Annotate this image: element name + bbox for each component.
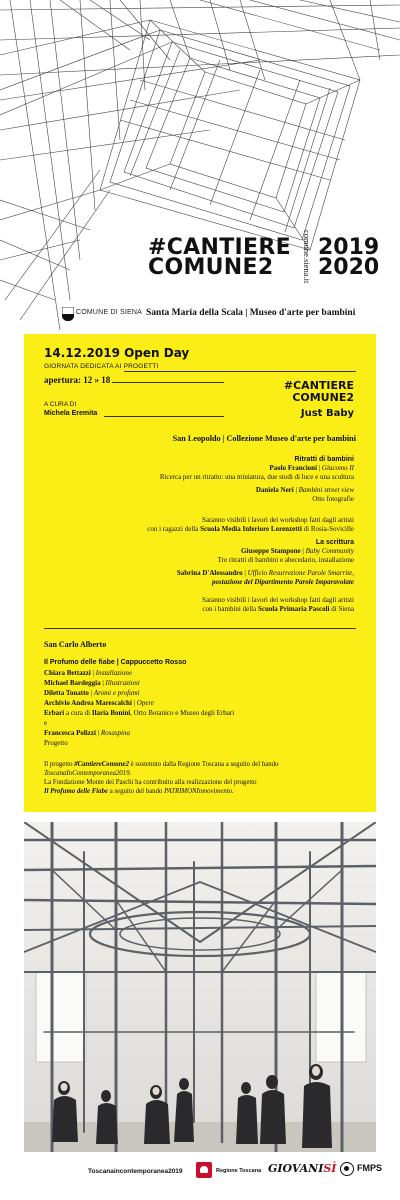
- fmps-logo: [340, 1160, 388, 1184]
- workshop-note: con i bambini della Scuola Primaria Pascoli di Siena: [202, 605, 354, 614]
- curator-name: Michela Eremita: [44, 410, 98, 417]
- open-day-date: 14.12.2019 Open Day: [44, 346, 190, 360]
- event-subtitle: GIORNATA DEDICATA AI PROGETTI: [44, 363, 159, 370]
- museum-label: Santa Maria della Scala | Museo d'arte per bambini: [146, 308, 356, 318]
- scaffold-installation-image: [24, 822, 376, 1152]
- artist-entry: Paolo Francioni | Giacomo II: [269, 464, 354, 473]
- comune-siena-shield-icon: [62, 307, 74, 321]
- toscana-contemporanea-logo: Toscanaincontemporanea2019: [88, 1168, 183, 1175]
- list-item: e: [44, 719, 48, 727]
- section-ritratti: [24, 455, 354, 534]
- list-item: Diletta Tonatto | Aromi e profumi: [44, 689, 140, 697]
- regione-toscana-label: Regione Toscana: [216, 1168, 262, 1174]
- divider: [124, 371, 356, 372]
- panel-title-line1: #CANTIERE: [283, 379, 354, 392]
- artist-description: Ricerca per un ritratto: una miniatura, due studi di luce e una scultura: [159, 473, 354, 482]
- list-item: Progetto: [44, 739, 68, 747]
- artist-entry: Sabrina D'Alessandro | Ufficio Resurrezione Parole Smarrite,: [176, 568, 354, 577]
- section-scrittura: [24, 538, 354, 614]
- url-vertical: [302, 230, 312, 288]
- panel-title: [224, 380, 354, 404]
- list-item: Francesca Polizzi | Rosaspina: [44, 729, 130, 737]
- year-line2: 2020: [318, 255, 380, 280]
- workshop-note: con i ragazzi della Scuola Media Inferiore Lorenzetti di Rosia-Sovicille: [147, 525, 354, 534]
- url-text: comune.siena.it: [302, 230, 312, 284]
- main-title-line2: COMUNE2: [148, 255, 274, 280]
- poster-header: [0, 0, 400, 330]
- list-item: Erbari a cura di Ilaria Bonini, Orto Botanico e Museo degli Erbari: [44, 709, 235, 717]
- panel-title-line2: COMUNE2: [292, 391, 354, 404]
- year-line1: 2019: [318, 235, 380, 260]
- main-title-line1: #CANTIERE: [148, 235, 291, 260]
- divider: [104, 416, 224, 417]
- profumo-fiabe-list: [44, 658, 354, 748]
- sponsor-footer: [0, 1158, 400, 1200]
- main-title: [148, 235, 291, 280]
- years-title: [318, 235, 380, 280]
- fmps-seal-icon: [340, 1162, 354, 1176]
- scaffold-wireframe-illustration: [0, 0, 400, 330]
- info-panel: [24, 334, 376, 812]
- artist-description: postazione del Dipartimento Parole Imparavolate: [212, 577, 354, 586]
- comune-label: COMUNE DI SIENA: [76, 309, 143, 316]
- list-item: Chiara Bettazzi | Installazione: [44, 669, 132, 677]
- workshop-note: Saranno visibili i lavori dei workshop fatti dagli artisti: [201, 516, 354, 525]
- artist-description: Otto fotografie: [312, 494, 354, 503]
- installation-photo: [24, 822, 376, 1152]
- artist-description: Tre ritratti di bambini e abecedario, installazione: [217, 556, 354, 565]
- list-item: Michael Bardeggia | Illustrazioni: [44, 679, 140, 687]
- list-item: Archivio Andrea Marescalchi | Opere: [44, 699, 155, 707]
- opening-hours: apertura: 12 » 18: [44, 375, 111, 385]
- fmps-label: FMPS: [357, 1163, 383, 1173]
- divider: [112, 382, 224, 383]
- venue-san-carlo-alberto: San Carlo Alberto: [44, 640, 107, 649]
- giovani-si-logo: GIOVANISÌ: [268, 1162, 337, 1175]
- section-heading: La scrittura: [315, 539, 354, 546]
- venue-san-leopoldo: San Leopoldo | Collezione Museo d'arte per bambini: [172, 434, 356, 443]
- project-heading: Il Profumo delle fiabe | Cappuccetto Rosso: [44, 659, 187, 666]
- project-subtitle: Just Baby: [300, 408, 354, 419]
- workshop-note: Saranno visibili i lavori dei workshop fatti dagli artisti: [201, 596, 354, 605]
- regione-toscana-logo: [196, 1162, 262, 1182]
- artist-entry: Daniela Neri | Bambini street view: [255, 485, 354, 494]
- curated-by-label: A CURA DI: [44, 401, 77, 408]
- divider: [44, 628, 356, 629]
- artist-entry: Giuseppe Stampone | Baby Community: [240, 547, 354, 556]
- funding-note: Il progetto #CantiereComune2 è sostenuto dalla Regione Toscana a seguito del bando ToscanaInContemporanea2019. La Fondazione Monte dei Paschi ha contribuito alla realizzazione del progetto Il Profumo delle Fiabe a seguito del bando PATRIMONInmovimento.: [44, 761, 279, 795]
- section-heading: Ritratti di bambini: [294, 456, 354, 463]
- regione-toscana-icon: [196, 1162, 212, 1178]
